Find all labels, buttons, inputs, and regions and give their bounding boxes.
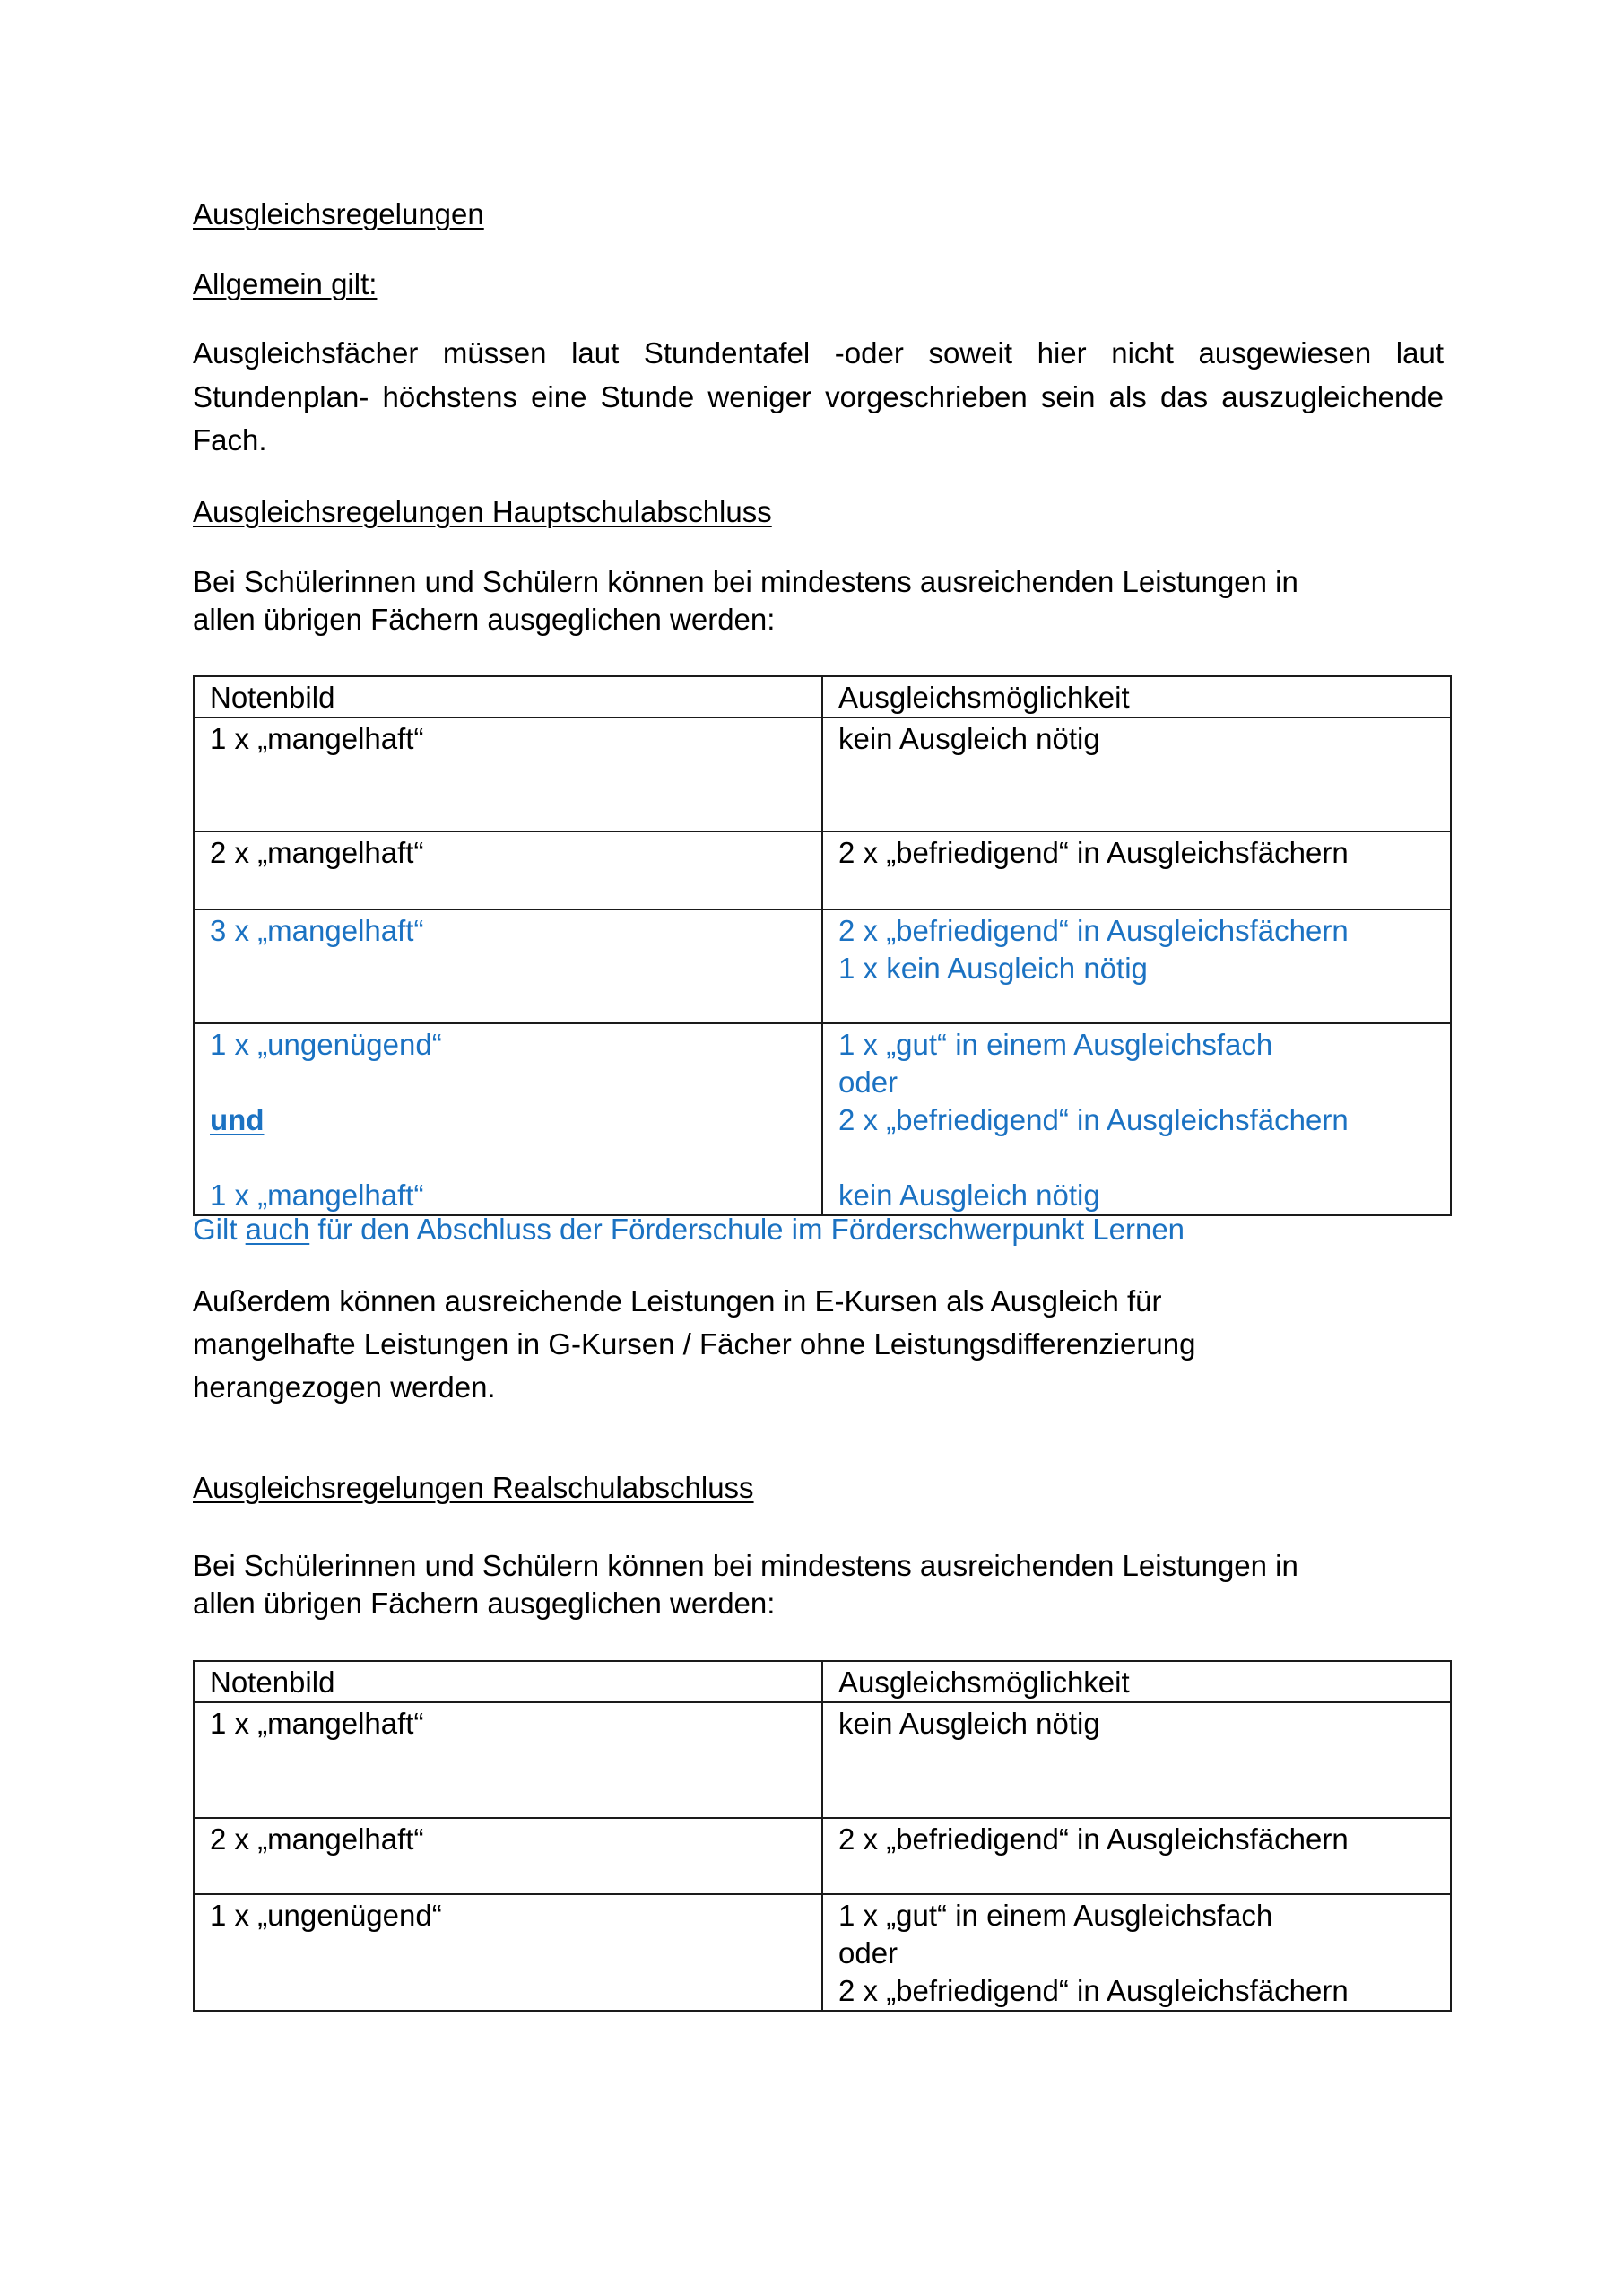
cell-notenbild — [194, 1818, 822, 1894]
header-notenbild: Notenbild — [194, 676, 822, 718]
header-ausgleichsmoeglichkeit: Ausgleichsmöglichkeit — [822, 1661, 1451, 1702]
und-connector: und — [210, 1103, 265, 1136]
realschule-intro — [193, 1547, 1298, 1622]
table-header-row — [194, 676, 1451, 718]
table-row — [194, 718, 1451, 831]
table-header-row — [194, 1661, 1451, 1702]
cell-text: kein Ausgleich nötig — [838, 722, 1100, 755]
cell-text: oder — [838, 1065, 898, 1099]
cell-text: kein Ausgleich nötig — [838, 1707, 1100, 1740]
cell-notenbild — [194, 1702, 822, 1818]
cell-ausgleich — [822, 1894, 1451, 2011]
cell-text: 1 x „mangelhaft“ — [210, 722, 424, 755]
header-notenbild: Notenbild — [194, 1661, 822, 1702]
cell-notenbild — [194, 1894, 822, 2011]
note-emphasis: auch — [245, 1213, 310, 1246]
cell-text: kein Ausgleich nötig — [838, 1178, 1100, 1212]
cell-text: 2 x „befriedigend“ in Ausgleichsfächern — [838, 1974, 1349, 2007]
cell-text: 2 x „mangelhaft“ — [210, 836, 424, 869]
cell-text: 1 x „gut“ in einem Ausgleichsfach — [838, 1899, 1273, 1932]
paragraph-line: herangezogen werden. — [193, 1370, 496, 1404]
cell-text: 2 x „befriedigend“ in Ausgleichsfächern — [838, 836, 1349, 869]
cell-ausgleich — [822, 1818, 1451, 1894]
hauptschule-table — [193, 675, 1452, 1216]
cell-text — [210, 1139, 821, 1177]
cell-notenbild — [194, 1023, 822, 1215]
cell-ausgleich — [822, 831, 1451, 909]
table-row — [194, 1702, 1451, 1818]
cell-ausgleich — [822, 1023, 1451, 1215]
hauptschule-intro-line: allen übrigen Fächern ausgeglichen werden: — [193, 603, 776, 636]
cell-text: 2 x „befriedigend“ in Ausgleichsfächern — [838, 1822, 1349, 1856]
cell-ausgleich — [822, 909, 1451, 1023]
cell-notenbild — [194, 909, 822, 1023]
cell-text: 1 x „ungenügend“ — [210, 1899, 442, 1932]
general-rule-paragraph: Ausgleichsfächer müssen laut Stundentafel -oder soweit hier nicht ausgewiesen laut Stundenplan- höchstens eine Stunde weniger vorgeschrieben sein als das auszugleichende Fach. — [193, 336, 1444, 457]
cell-text: 1 x „ungenügend“ — [210, 1028, 442, 1061]
e-kurs-paragraph — [193, 1280, 1195, 1409]
cell-notenbild — [194, 718, 822, 831]
paragraph-line: Außerdem können ausreichende Leistungen in E-Kursen als Ausgleich für — [193, 1284, 1162, 1318]
document-title: Ausgleichsregelungen — [193, 197, 484, 230]
cell-text: 2 x „mangelhaft“ — [210, 1822, 424, 1856]
cell-text: 1 x „mangelhaft“ — [210, 1707, 424, 1740]
cell-ausgleich — [822, 718, 1451, 831]
cell-text: 1 x kein Ausgleich nötig — [838, 952, 1148, 985]
table-row — [194, 831, 1451, 909]
table-row — [194, 1894, 1451, 2011]
hauptschule-heading: Ausgleichsregelungen Hauptschulabschluss — [193, 495, 772, 528]
hauptschule-intro-line: Bei Schülerinnen und Schülern können bei mindestens ausreichenden Leistungen in — [193, 565, 1298, 598]
header-ausgleichsmoeglichkeit: Ausgleichsmöglichkeit — [822, 676, 1451, 718]
cell-text: 2 x „befriedigend“ in Ausgleichsfächern — [838, 914, 1349, 947]
cell-text: 3 x „mangelhaft“ — [210, 914, 424, 947]
realschule-table — [193, 1660, 1452, 2012]
cell-text: oder — [838, 1936, 898, 1970]
general-heading: Allgemein gilt: — [193, 267, 378, 300]
cell-text: 1 x „gut“ in einem Ausgleichsfach — [838, 1028, 1273, 1061]
note-prefix: Gilt — [193, 1213, 246, 1246]
note-suffix: für den Abschluss der Förderschule im Förderschwerpunkt Lernen — [309, 1213, 1185, 1246]
cell-text — [210, 1064, 821, 1101]
cell-text — [838, 1139, 1450, 1177]
realschule-heading: Ausgleichsregelungen Realschulabschluss — [193, 1471, 754, 1504]
cell-text: 1 x „mangelhaft“ — [210, 1178, 424, 1212]
table-row — [194, 1818, 1451, 1894]
foerderschule-note — [193, 1211, 1185, 1248]
realschule-intro-line: allen übrigen Fächern ausgeglichen werden: — [193, 1587, 776, 1620]
table-row — [194, 1023, 1451, 1215]
cell-ausgleich — [822, 1702, 1451, 1818]
cell-text: 2 x „befriedigend“ in Ausgleichsfächern — [838, 1103, 1349, 1136]
hauptschule-intro — [193, 563, 1298, 639]
realschule-intro-line: Bei Schülerinnen und Schülern können bei mindestens ausreichenden Leistungen in — [193, 1549, 1298, 1582]
table-row — [194, 909, 1451, 1023]
cell-notenbild — [194, 831, 822, 909]
paragraph-line: mangelhafte Leistungen in G-Kursen / Fächer ohne Leistungsdifferenzierung — [193, 1327, 1196, 1361]
